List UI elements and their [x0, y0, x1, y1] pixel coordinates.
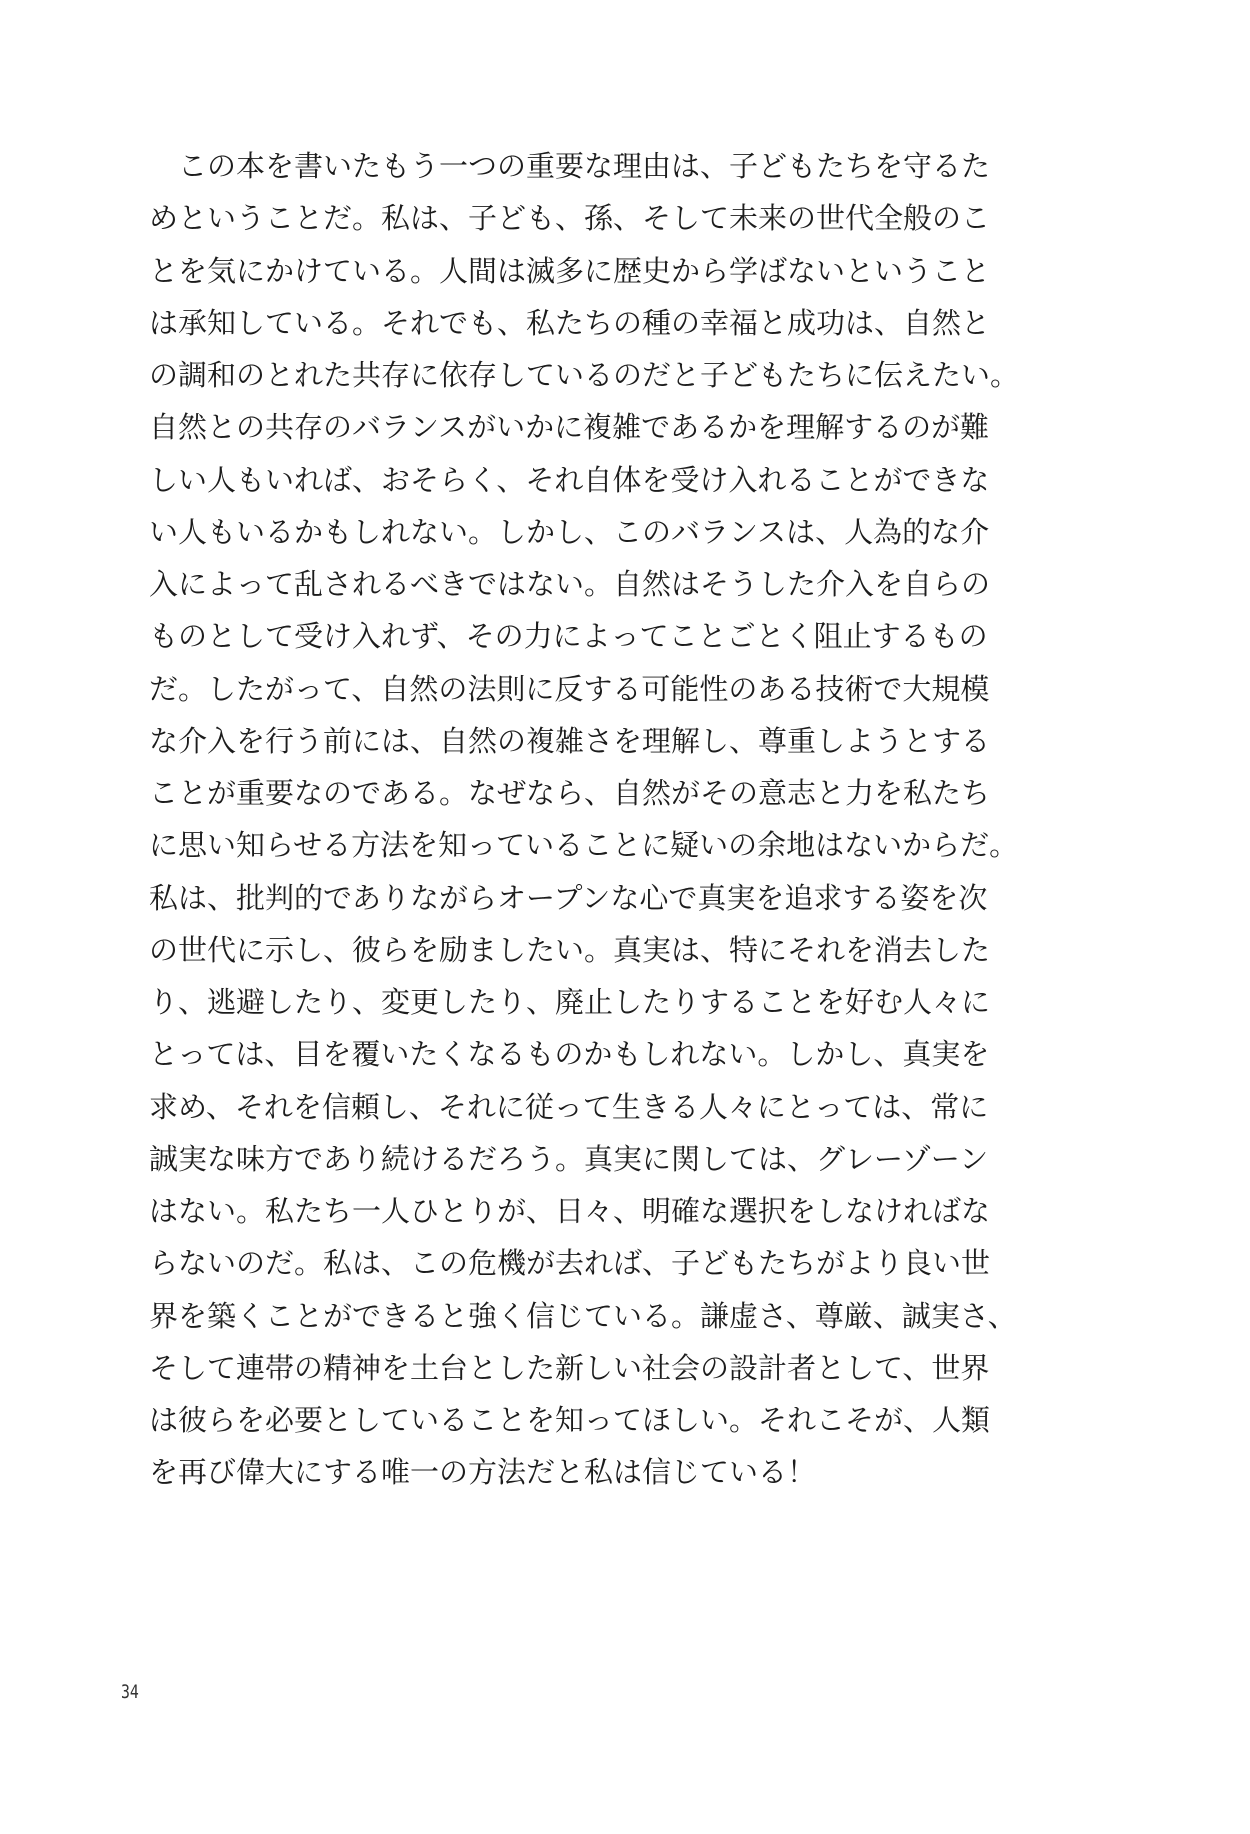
text-line: 入によって乱されるべきではない。自然はそうした介入を自らの — [149, 567, 991, 601]
text-line: い人もいるかもしれない。しかし、このバランスは、人為的な介 — [149, 514, 990, 549]
text-line: そして連帯の精神を土台とした新しい社会の設計者として、世界 — [149, 1350, 990, 1385]
text-line: はない。私たち一人ひとりが、日々、明確な選択をしなければな — [149, 1194, 991, 1228]
text-line: は承知している。それでも、私たちの種の幸福と成功は、自然と — [149, 305, 991, 340]
text-line: ものとして受け入れず、その力によってことごとく阻止するもの — [149, 619, 988, 654]
text-line: を再び偉大にする唯一の方法だと私は信じている！ — [149, 1455, 817, 1490]
text-line: に思い知らせる方法を知っていることに疑いの余地はないからだ。 — [149, 828, 1019, 863]
text-line: 求め、それを信頼し、それに従って生きる人々にとっては、常に — [149, 1089, 989, 1124]
text-line: り、逃避したり、変更したり、廃止したりすることを好む人々に — [149, 985, 991, 1019]
page-number: 34 — [121, 1681, 139, 1703]
text-line: の調和のとれた共存に依存しているのだと子どもたちに伝えたい。 — [149, 358, 1020, 392]
text-line: は彼らを必要としていることを知ってほしい。それこそが、人類 — [149, 1403, 991, 1437]
text-line: 誠実な味方であり続けるだろう。真実に関しては、グレーゾーン — [149, 1141, 989, 1176]
text-line: の世代に示し、彼らを励ましたい。真実は、特にそれを消去した — [149, 932, 991, 967]
text-line: な介入を行う前には、自然の複雑さを理解し、尊重しようとする — [149, 723, 991, 758]
text-line: しい人もいれば、おそらく、それ自体を受け入れることができな — [149, 462, 990, 497]
text-line: 私は、批判的でありながらオープンな心で真実を追求する姿を次 — [149, 880, 988, 915]
text-line: だ。したがって、自然の法則に反する可能性のある技術で大規模 — [149, 671, 990, 706]
text-line: 界を築くことができると強く信じている。謙虚さ、尊厳、誠実さ、 — [149, 1298, 1017, 1333]
body-paragraph — [149, 140, 1089, 1499]
text-line: めということだ。私は、子ども、孫、そして未来の世代全般のこ — [149, 201, 991, 236]
text-line: この本を書いたもう一つの重要な理由は、子どもたちを守るた — [149, 149, 991, 183]
text-line: 自然との共存のバランスがいかに複雑であるかを理解するのが難 — [149, 410, 990, 445]
text-line: らないのだ。私は、この危機が去れば、子どもたちがより良い世 — [149, 1246, 991, 1281]
text-line: とを気にかけている。人間は滅多に歴史から学ばないということ — [149, 253, 991, 288]
text-line: とっては、目を覆いたくなるものかもしれない。しかし、真実を — [149, 1037, 990, 1072]
text-line: ことが重要なのである。なぜなら、自然がその意志と力を私たち — [149, 776, 991, 810]
